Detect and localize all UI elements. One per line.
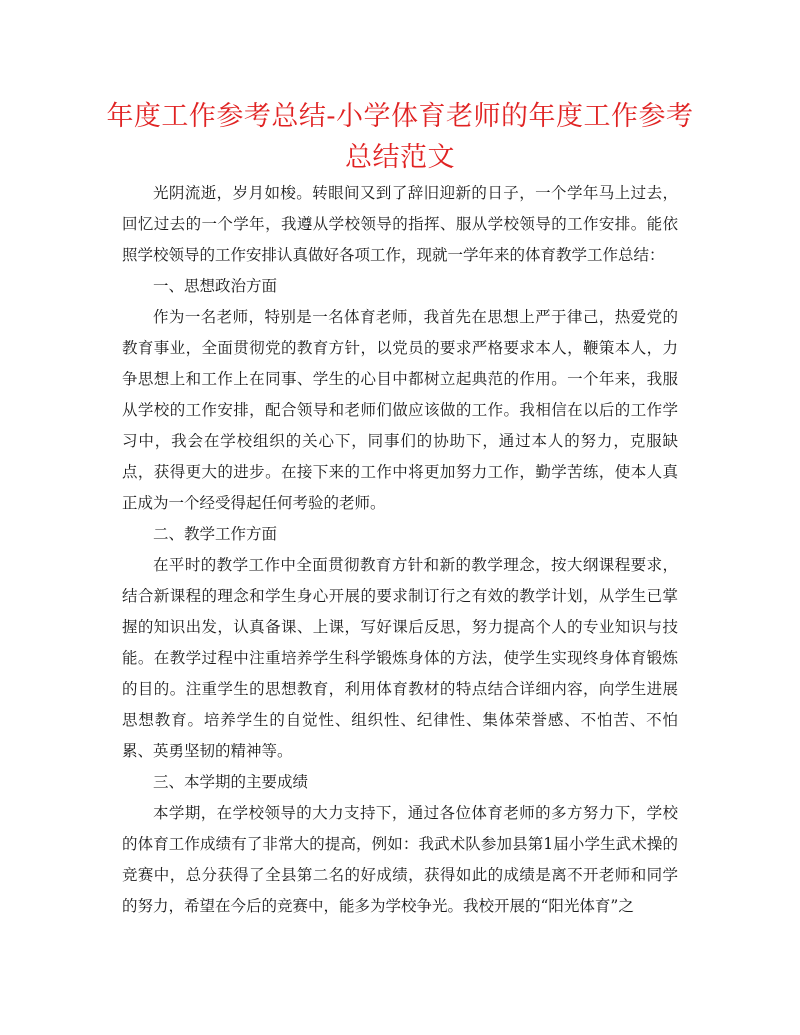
political-paragraph: 作为一名老师，特别是一名体育老师，我首先在思想上严于律己，热爱党的教育事业，全面贯彻党的教育方针，以党员的要求严格要求本人，鞭策本人，力争思想上和工作上在同事、学生的心目中都树立起典范的作用。一个年来，我服从学校的工作安排，配合领导和老师们做应该做的工作。我相信在以后的工作学习中，我会在学校组织的关心下，同事们的协助下，通过本人的努力，克服缺点，获得更大的进步。在接下来的工作中将更加努力工作，勤学苦练，使本人真正成为一个经受得起任何考验的老师。 bbox=[122, 308, 678, 512]
achievements-paragraph: 本学期，在学校领导的大力支持下，通过各位体育老师的多方努力下，学校的体育工作成绩有了非常大的提高，例如：我武术队参加县第1届小学生武术操的竞赛中，总分获得了全县第二名的好成绩，获得如此的成绩是离不开老师和同学的努力，希望在今后的竞赛中，能多为学校争光。我校开展的“阳光体育”之 bbox=[122, 804, 678, 915]
teaching-paragraph: 在平时的教学工作中全面贯彻教育方针和新的教学理念，按大纲课程要求，结合新课程的理念和学生身心开展的要求制订行之有效的教学计划，从学生已掌握的知识出发，认真备课、上课，写好课后反思，努力提高个人的专业知识与技能。在教学过程中注重培养学生科学锻炼身体的方法，使学生实现终身体育锻炼的目的。注重学生的思想教育，利用体育教材的特点结合详细内容，向学生进展思想教育。培养学生的自觉性、组织性、纪律性、集体荣誉感、不怕苦、不怕累、英勇坚韧的精神等。 bbox=[122, 556, 678, 760]
section-heading-achievements: 三、本学期的主要成绩 bbox=[153, 773, 309, 791]
document-title: 年度工作参考总结-小学体育老师的年度工作参考总结范文 bbox=[106, 101, 694, 173]
section-heading-teaching: 二、教学工作方面 bbox=[153, 525, 278, 543]
document-body bbox=[122, 178, 678, 922]
section-heading-political: 一、思想政治方面 bbox=[153, 277, 278, 295]
intro-paragraph: 光阴流逝，岁月如梭。转眼间又到了辞旧迎新的日子，一个学年马上过去，回忆过去的一个学年，我遵从学校领导的指挥、服从学校领导的工作安排。能依照学校领导的工作安排认真做好各项工作，现就一学年来的体育教学工作总结： bbox=[122, 184, 678, 264]
